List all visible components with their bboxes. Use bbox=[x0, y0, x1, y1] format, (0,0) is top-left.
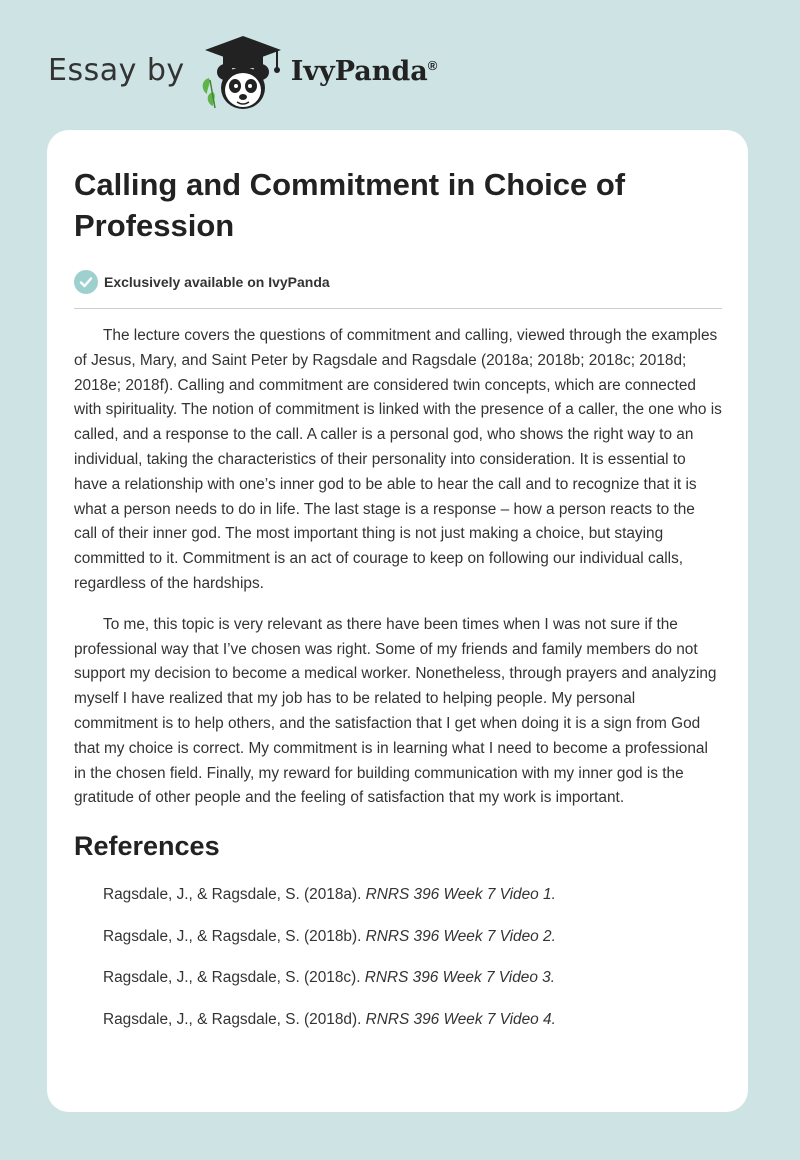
reference-item: Ragsdale, J., & Ragsdale, S. (2018b). RNRS 396 Week 7 Video 2. bbox=[103, 927, 556, 945]
references-heading: References bbox=[74, 831, 220, 862]
essay-by-label: Essay by bbox=[48, 52, 185, 88]
panda-logo-icon[interactable] bbox=[199, 34, 287, 112]
checkmark-icon bbox=[74, 270, 98, 294]
reference-item: Ragsdale, J., & Ragsdale, S. (2018a). RNRS 396 Week 7 Video 1. bbox=[103, 886, 556, 904]
body-paragraph: The lecture covers the questions of commitment and calling, viewed through the examples of Jesus, Mary, and Saint Peter by Ragsdale and Ragsdale (2018a; 2018b; 2018c; 2018d; 2018e; 2018f). Calling and commitment are considered twin concepts, which are connected with spirituality. The notion of commitment is linked with the presence of a caller, the one who is called, and a response to the call. A caller is a personal god, who shows the right way to an individual, taking the characteristics of their personality into consideration. It is essential to have a relationship with one’s inner god to be able to hear the call and to recognize that it is what a person needs to do in life. The last stage is a response – how a person reacts to the call of their inner god. The most important thing is not just making a choice, but staying committed to it. Commitment is an act of courage to keep on following our individual calls, regardless of the hardships. bbox=[74, 327, 722, 592]
exclusive-label: Exclusively available on IvyPanda bbox=[104, 274, 330, 290]
essay-card bbox=[47, 130, 748, 1112]
brand-name[interactable]: IvyPanda® bbox=[290, 55, 438, 87]
references-list bbox=[74, 884, 722, 1031]
page-title: Calling and Commitment in Choice of Profession bbox=[74, 167, 626, 243]
body-paragraph: To me, this topic is very relevant as there have been times when I was not sure if the professional way that I’ve chosen was right. Some of my friends and family members do not support my decision to become a medical worker. Nonetheless, through prayers and analyzing myself I have realized that my job has to be related to helping people. My personal commitment is to help others, and the satisfaction that I get when doing it is a sign from God that my choice is correct. My commitment is in learning what I need to become a professional in the chosen field. Finally, my reward for building communication with my inner god is the gratitude of other people and the feeling of satisfaction that my work is important. bbox=[74, 615, 717, 807]
reference-item: Ragsdale, J., & Ragsdale, S. (2018d). RNRS 396 Week 7 Video 4. bbox=[103, 1010, 556, 1028]
exclusive-badge bbox=[74, 270, 722, 294]
essay-content bbox=[74, 164, 722, 1050]
site-header bbox=[48, 34, 437, 112]
reference-item: Ragsdale, J., & Ragsdale, S. (2018c). RNRS 396 Week 7 Video 3. bbox=[103, 969, 555, 987]
registered-mark: ® bbox=[427, 57, 438, 73]
divider bbox=[74, 308, 722, 309]
